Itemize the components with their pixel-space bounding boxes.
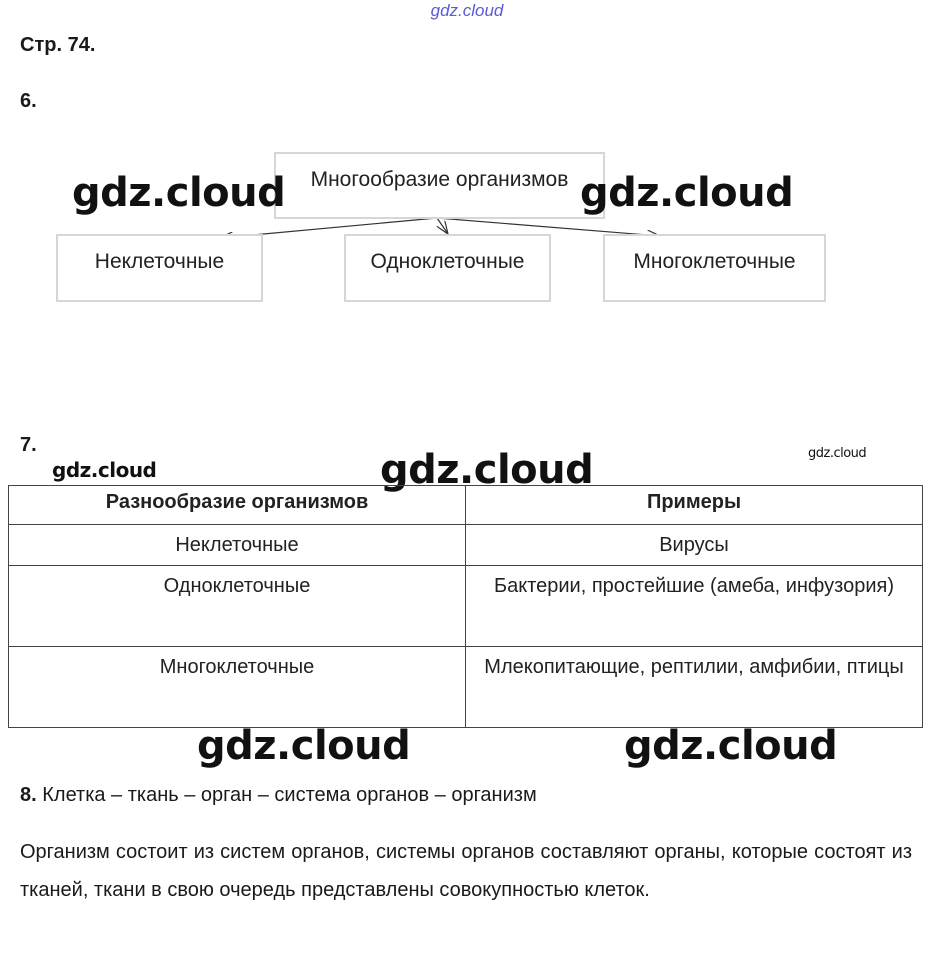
task-8-paragraph: Организм состоит из систем органов, системы органов составляют органы, которые состоят из тканей, ткани в свою очередь представлены совокупностью клеток. — [20, 841, 912, 901]
task-6-number: 6. — [20, 90, 37, 112]
table-cell: Многоклеточные — [9, 647, 466, 728]
watermark: gdz.cloud — [197, 723, 411, 769]
task-7-number: 7. — [20, 434, 37, 456]
table-header-row — [9, 486, 923, 525]
table-row — [9, 566, 923, 647]
organisms-table — [8, 485, 923, 728]
diagram-child-label: Неклеточные — [94, 250, 225, 273]
table-cell: Неклеточные — [9, 525, 466, 566]
watermark: gdz.cloud — [808, 446, 867, 461]
top-watermark: gdz.cloud — [430, 1, 504, 20]
diagram-child-label: Одноклеточные — [370, 250, 525, 273]
task-8-sequence: Клетка – ткань – орган – система органов – организм — [42, 784, 537, 806]
diagram-root-label: Многообразие организмов — [310, 168, 569, 191]
table-cell: Одноклеточные — [9, 566, 466, 647]
diagram-child-multicellular — [603, 234, 826, 302]
table-row — [9, 525, 923, 566]
diagram-child-label: Многоклеточные — [633, 250, 796, 273]
watermark: gdz.cloud — [580, 170, 794, 216]
task-8-line — [20, 784, 537, 807]
watermark: gdz.cloud — [52, 458, 157, 482]
watermark: gdz.cloud — [380, 447, 594, 493]
page-title: Стр. 74. — [20, 34, 96, 56]
table-cell: Бактерии, простейшие (амеба, инфузория) — [466, 566, 923, 647]
table-header: Примеры — [466, 486, 923, 525]
task-8-number: 8. — [20, 784, 37, 806]
table-cell: Млекопитающие, рептилии, амфибии, птицы — [466, 647, 923, 728]
watermark: gdz.cloud — [624, 723, 838, 769]
watermark: gdz.cloud — [72, 170, 286, 216]
diagram-root-box — [274, 152, 605, 219]
arrow-to-unicellular — [437, 218, 448, 234]
table-row — [9, 647, 923, 728]
diagram-child-unicellular — [344, 234, 551, 302]
table-cell: Вирусы — [466, 525, 923, 566]
diagram-child-noncellular — [56, 234, 263, 302]
table-header: Разнообразие организмов — [9, 486, 466, 525]
